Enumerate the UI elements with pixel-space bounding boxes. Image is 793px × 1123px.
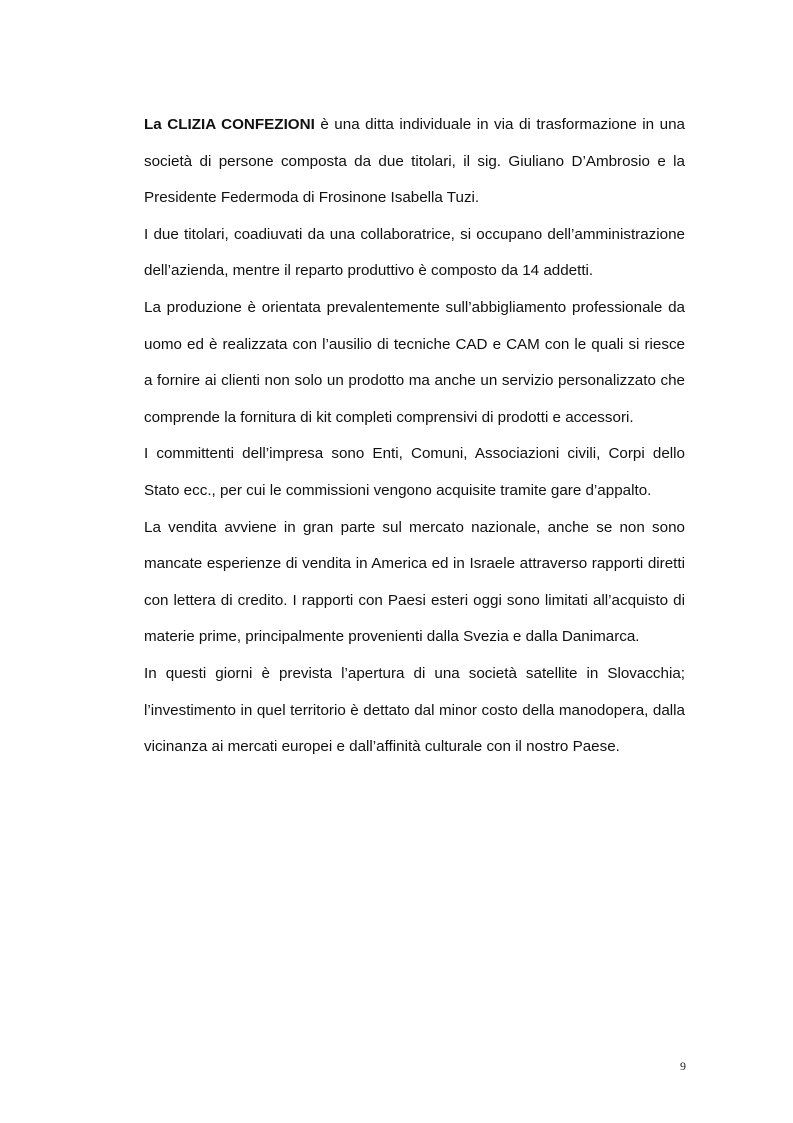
paragraph-clients xyxy=(144,436,685,509)
paragraph-owners xyxy=(144,217,685,290)
paragraph-satellite xyxy=(144,656,685,766)
paragraph-text: I committenti dell’impresa sono Enti, Comuni, Associazioni civili, Corpi dello Stato ecc., per cui le commissioni vengono acquisite tramite gare d’appalto. xyxy=(144,445,685,499)
body-text xyxy=(144,107,685,766)
page-number: 9 xyxy=(680,1059,686,1073)
paragraph-production xyxy=(144,290,685,436)
paragraph-text: è una ditta individuale in via di trasformazione in una società di persone composta da due titolari, il sig. Giuliano D’Ambrosio e la Presidente Federmoda di Frosinone Isabella Tuzi. xyxy=(144,116,685,207)
paragraph-sales xyxy=(144,510,685,656)
company-name: La CLIZIA CONFEZIONI xyxy=(144,116,315,133)
paragraph-text: In questi giorni è prevista l’apertura di una società satellite in Slovacchia; l’investimento in quel territorio è dettato dal minor costo della manodopera, dalla vicinanza ai mercati europei e dall’affinità culturale con il nostro Paese. xyxy=(144,664,685,756)
paragraph-text: La produzione è orientata prevalentemente sull’abbigliamento professionale da uomo ed è realizzata con l’ausilio di tecniche CAD e CAM con le quali si riesce a fornire ai clienti non solo un prodotto ma anche un servizio personalizzato che comprende la fornitura di kit completi comprensivi di prodotti e accessori. xyxy=(144,298,685,426)
paragraph-text: I due titolari, coadiuvati da una collaboratrice, si occupano dell’amministrazione dell’azienda, mentre il reparto produttivo è composto da 14 addetti. xyxy=(144,225,685,280)
paragraph-text: La vendita avviene in gran parte sul mercato nazionale, anche se non sono mancate esperienze di vendita in America ed in Israele attraverso rapporti diretti con lettera di credito. I rapporti con Paesi esteri oggi sono limitati all’acquisto di materie prime, principalmente provenienti dalla Svezia e dalla Danimarca. xyxy=(144,518,685,646)
paragraph-company-intro xyxy=(144,107,685,217)
